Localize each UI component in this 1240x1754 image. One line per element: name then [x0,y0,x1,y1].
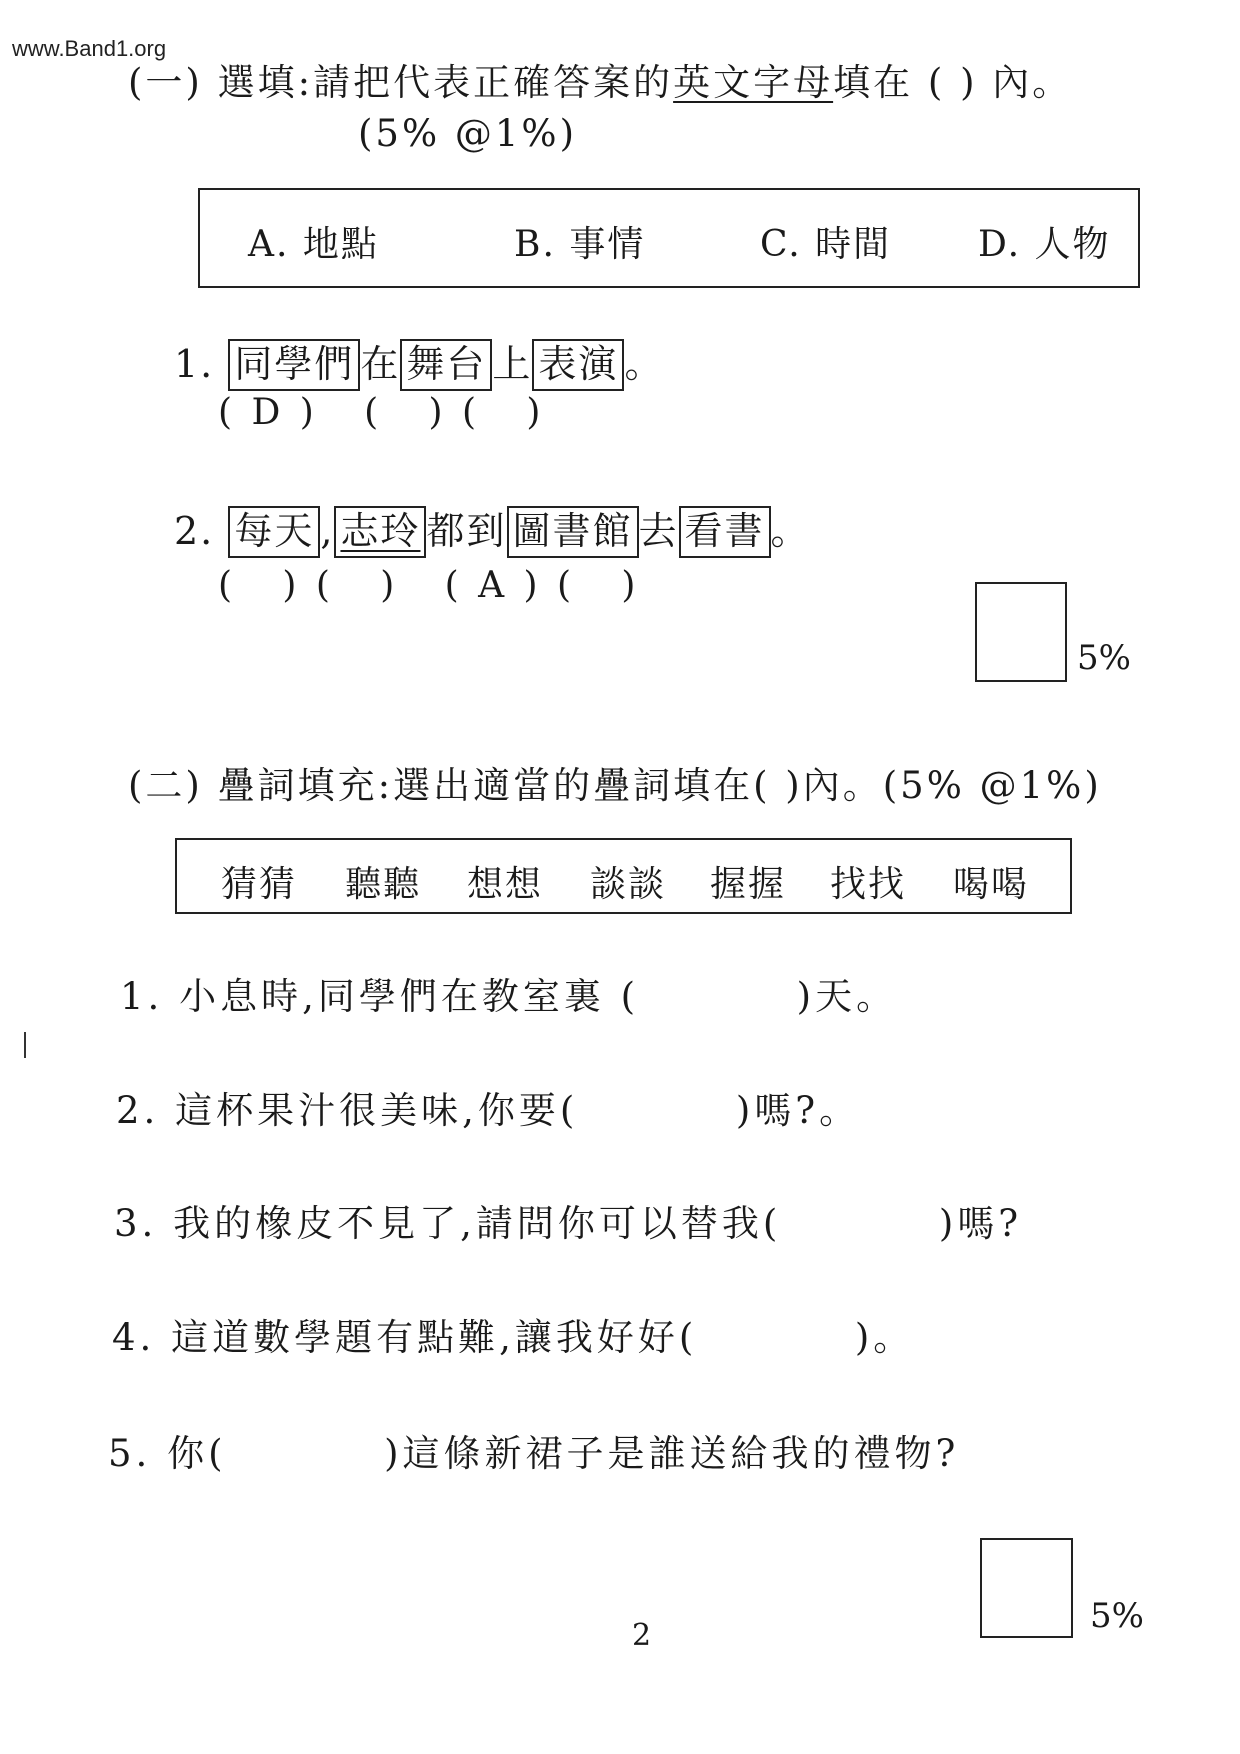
section1-question-2 [174,500,811,558]
section1-score-note: (5% @1%) [358,112,578,155]
word-bank-item: 找找 [830,864,907,905]
section2-question-3: 3. 我的橡皮不見了,請問你可以替我( )嗎? [114,1202,1023,1245]
word-bank-item: 握握 [710,864,787,905]
section2-question-1: 1. 小息時,同學們在教室裏 ( )天。 [120,975,898,1018]
watermark: www.Band1.org [12,36,167,61]
section2-score-box[interactable] [980,1538,1073,1638]
boxed-word: 表演 [532,339,624,391]
section1-title [128,52,1072,106]
section2-question-4: 4. 這道數學題有點難,讓我好好( )。 [112,1316,915,1359]
section1-answers-1: ( D ) ( ) ( ) [218,392,545,433]
sentence-text: 都到 [426,509,507,553]
word-bank-item: 想想 [467,864,544,905]
sentence-text: 在 [360,342,401,386]
sentence-text: , [320,509,335,553]
option-b: B. 事情 [514,224,646,265]
word-bank-item: 聽聽 [345,864,422,905]
word-bank-item: 談談 [590,864,667,905]
section2-title: (二) 疊詞填充:選出適當的疊詞填在( )內。(5% @1%) [128,764,1102,807]
option-d: D. 人物 [978,224,1111,265]
question-number: 2. [174,509,215,553]
section1-answers-2: ( ) ( ) ( A ) ( ) [218,565,640,606]
section1-title-suffix: 填在 ( ) 內。 [833,61,1073,104]
section1-score-box[interactable] [975,582,1067,682]
boxed-word: 同學們 [228,339,360,391]
section2-question-2: 2. 這杯果汁很美味,你要( )嗎?。 [116,1089,861,1132]
boxed-word: 舞台 [400,339,492,391]
sentence-text: 上 [492,342,533,386]
section1-title-underlined: 英文字母 [673,61,834,104]
section1-options-box [198,188,1140,288]
word-bank-box [175,838,1072,914]
option-a: A. 地點 [248,224,379,265]
option-c: C. 時間 [760,224,892,265]
word-bank-item: 喝喝 [953,864,1030,905]
section1-title-prefix: (一) 選填:請把代表正確答案的 [128,61,674,104]
word-bank-item: 猜猜 [221,864,298,905]
scan-edge-mark [24,1032,26,1058]
boxed-word: 看書 [679,506,771,558]
section1-score-label: 5% [1077,638,1131,678]
section2-score-label: 5% [1090,1596,1144,1636]
boxed-word: 每天 [228,506,320,558]
page-number: 2 [632,1618,652,1653]
sentence-text: 。 [624,342,665,386]
question-number: 1. [174,342,215,386]
section1-question-1 [174,333,664,391]
section2-question-5: 5. 你( )這條新裙子是誰送給我的禮物? [108,1432,960,1475]
boxed-word: 圖書館 [507,506,639,558]
sentence-text: 去 [638,509,679,553]
boxed-word: 志玲 [334,506,426,558]
sentence-text: 。 [770,509,811,553]
